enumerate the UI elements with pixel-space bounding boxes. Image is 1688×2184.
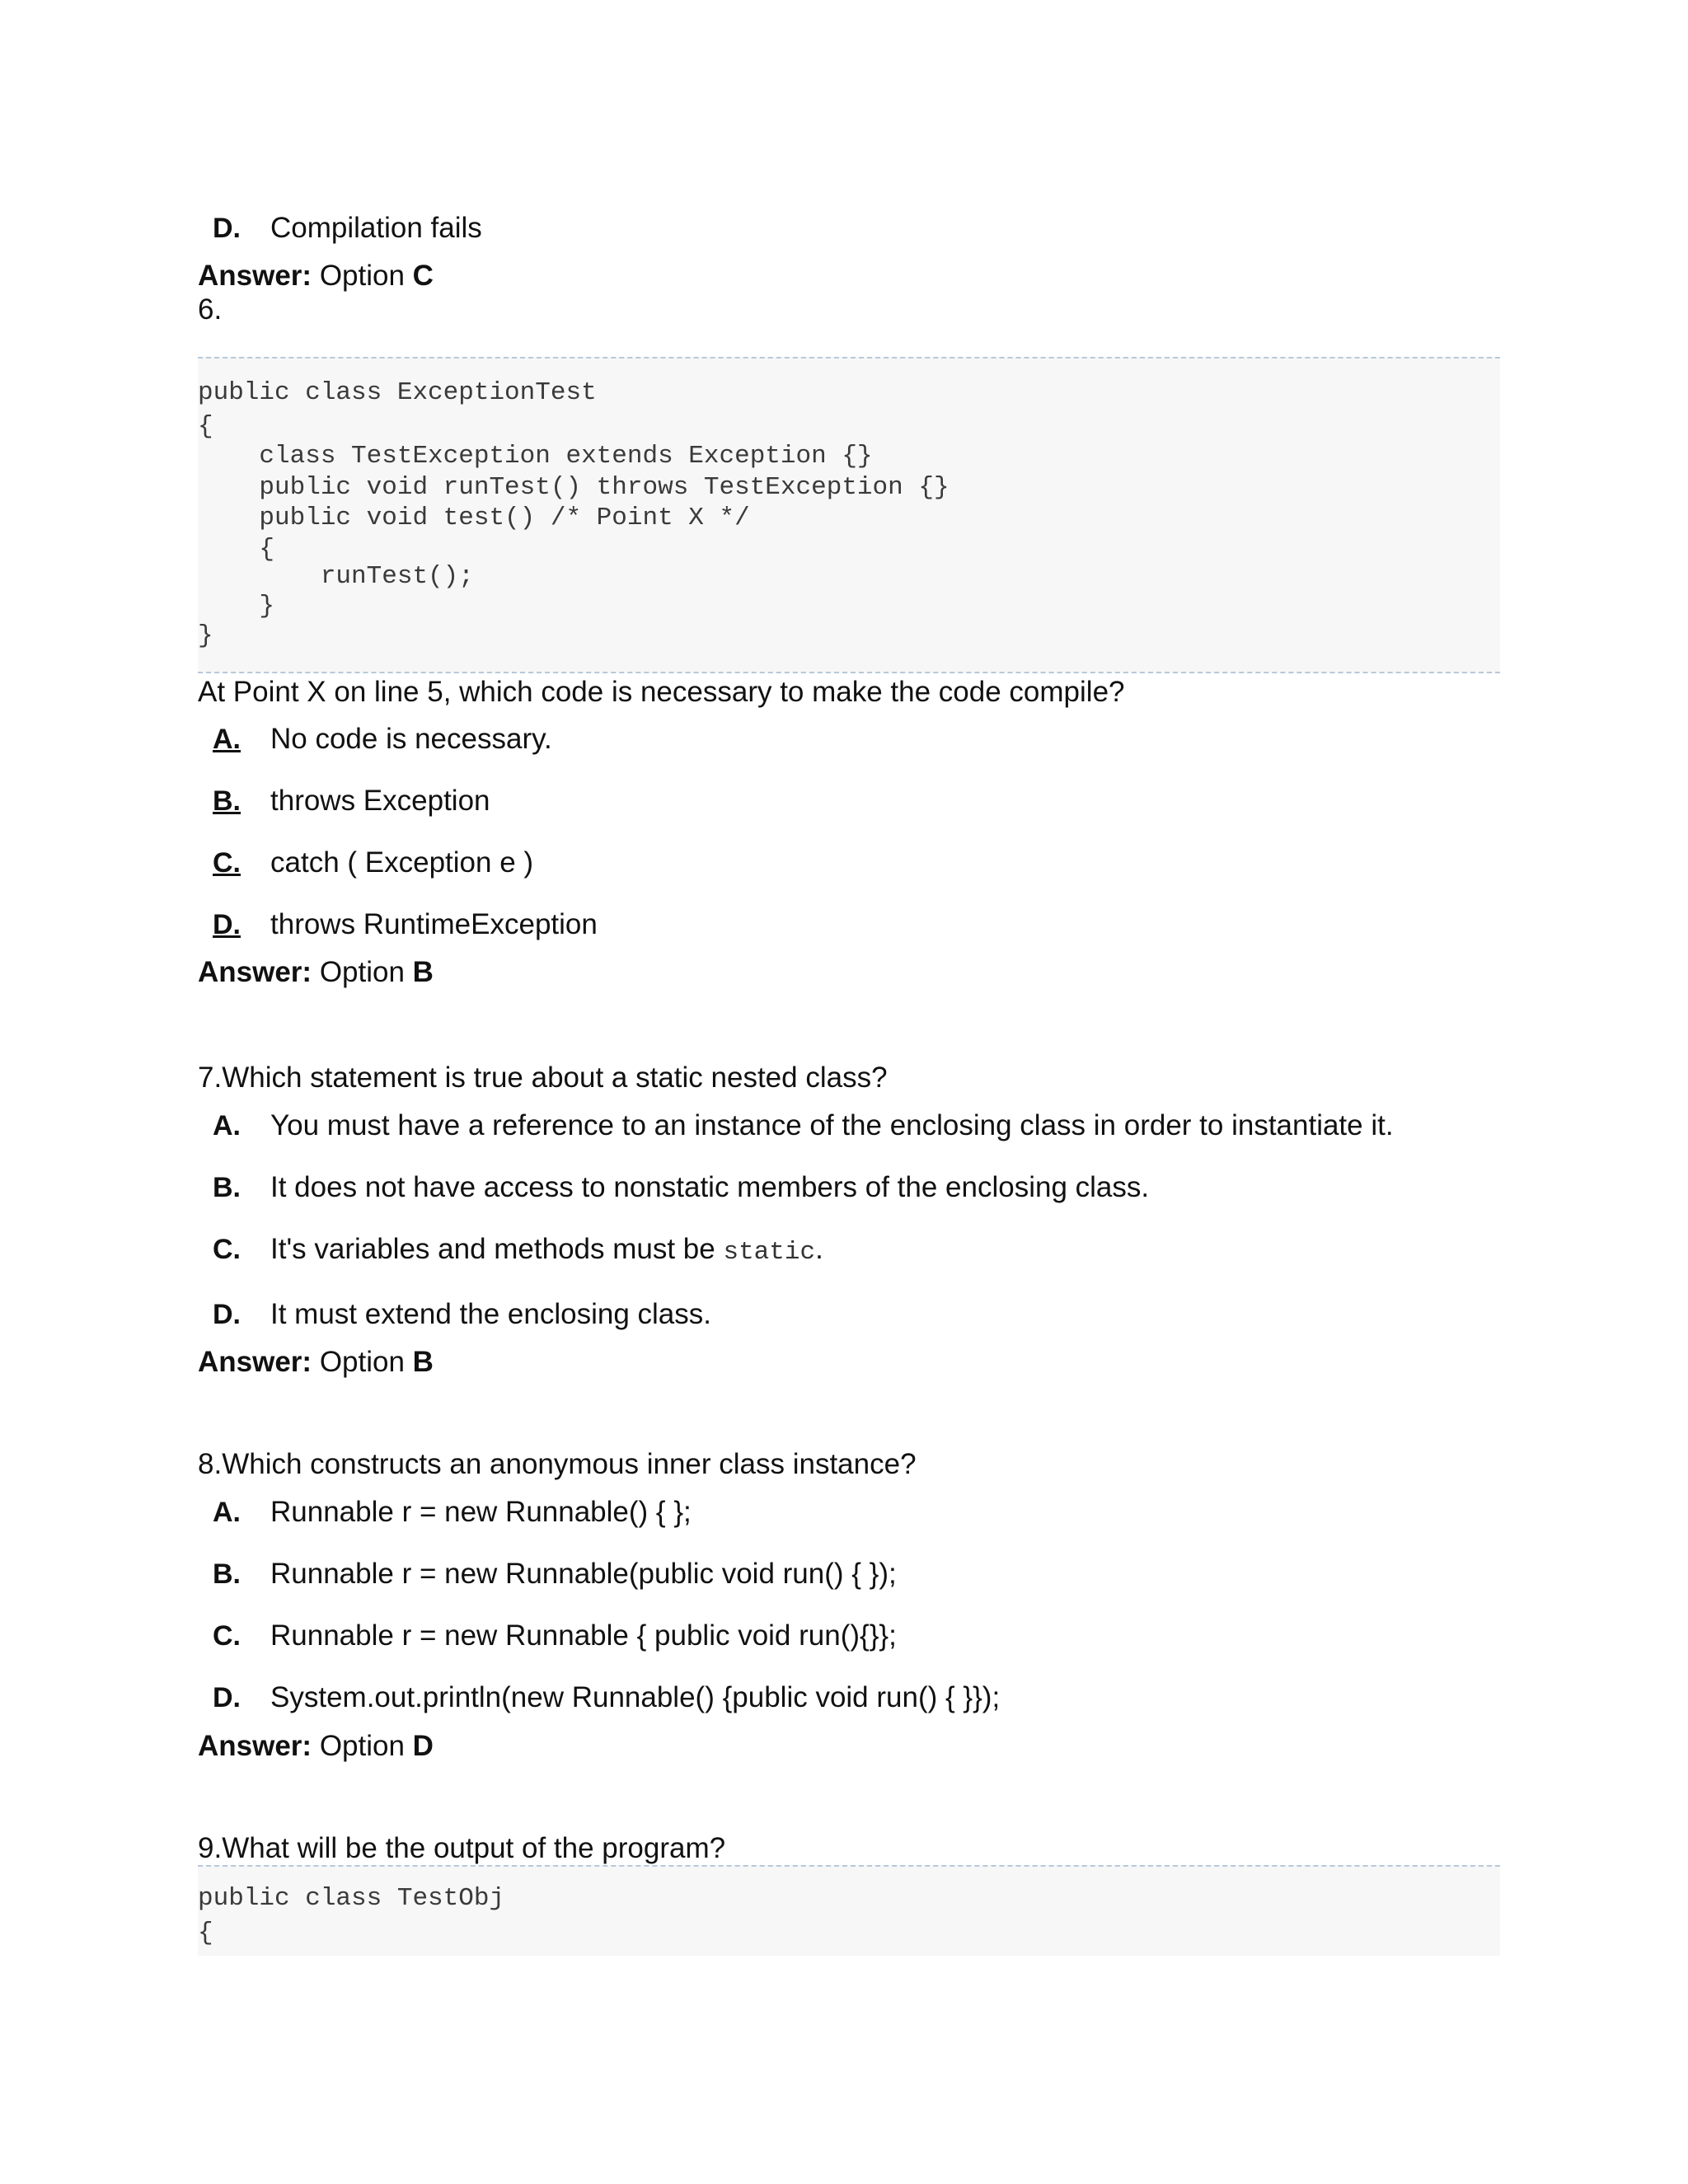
q5-option-d-letter: D. [213, 213, 241, 244]
q7-option-b-text: It does not have access to nonstatic members of the enclosing class. [270, 1171, 1150, 1203]
q6-option-d-letter[interactable]: D. [213, 909, 241, 940]
q8-option-a-text: Runnable r = new Runnable() { }; [270, 1496, 692, 1528]
q8-option-c-letter: C. [213, 1620, 241, 1652]
answer-label: Answer: [198, 1730, 312, 1762]
q7-option-a-letter: A. [213, 1110, 241, 1141]
q9-question: 9.What will be the output of the program? [198, 1832, 726, 1864]
q7-option-a-text: You must have a reference to an instance of the enclosing class in order to instantiate it. [270, 1109, 1394, 1141]
option-suffix: . [815, 1233, 823, 1265]
q8-option-d-text: System.out.println(new Runnable() {public void run() { }}); [270, 1681, 1001, 1713]
answer-letter: D [412, 1730, 434, 1762]
q5-option-d-text: Compilation fails [270, 212, 482, 244]
q7-option-d-letter: D. [213, 1299, 241, 1330]
q8-option-a-letter: A. [213, 1497, 241, 1528]
option-text: It's variables and methods must be [270, 1233, 724, 1265]
answer-text: Option [312, 956, 413, 988]
q6-option-c-letter[interactable]: C. [213, 847, 241, 879]
q9-code-block [198, 1865, 1500, 1956]
q8-option-b-text: Runnable r = new Runnable(public void run() { }); [270, 1558, 897, 1590]
q6-code-block [198, 357, 1500, 673]
answer-letter: B [412, 1346, 434, 1378]
q6-option-a-text: No code is necessary. [270, 723, 552, 755]
answer-text: Option [312, 1346, 413, 1378]
q6-option-c-text: catch ( Exception e ) [270, 846, 534, 879]
answer-label: Answer: [198, 1346, 312, 1378]
q8-option-b-letter: B. [213, 1558, 241, 1590]
answer-letter: B [412, 956, 434, 988]
q8-option-d-letter: D. [213, 1682, 241, 1713]
answer-label: Answer: [198, 956, 312, 988]
q6-answer [198, 954, 434, 991]
code-line: public void test() /* Point X */ [198, 504, 750, 532]
q6-option-a-letter[interactable]: A. [213, 724, 241, 755]
answer-text: Option [312, 260, 413, 292]
q6-question: At Point X on line 5, which code is necessary to make the code compile? [198, 676, 1125, 708]
q5-answer [198, 258, 434, 294]
code-line: runTest(); [198, 562, 474, 591]
code-line: public class ExceptionTest [198, 378, 597, 407]
q6-option-b-letter[interactable]: B. [213, 785, 241, 817]
code-line: { [198, 1919, 213, 1947]
q6-option-d-text: throws RuntimeException [270, 908, 598, 940]
code-line: } [198, 621, 213, 650]
q7-answer [198, 1344, 434, 1380]
q7-option-c-text [270, 1231, 823, 1271]
q8-option-c-text: Runnable r = new Runnable { public void run(){}}; [270, 1619, 897, 1652]
answer-letter: C [412, 260, 434, 292]
q7-option-d-text: It must extend the enclosing class. [270, 1298, 711, 1330]
code-line: { [198, 535, 275, 564]
q7-question: 7.Which statement is true about a static nested class? [198, 1062, 888, 1094]
inline-code: static [723, 1238, 816, 1267]
code-line: public class TestObj [198, 1884, 505, 1913]
answer-text: Option [312, 1730, 413, 1762]
q7-option-c-letter: C. [213, 1234, 241, 1265]
q6-number: 6. [198, 293, 223, 326]
code-line: public void runTest() throws TestException {} [198, 473, 950, 502]
answer-label: Answer: [198, 260, 312, 292]
q8-question: 8.Which constructs an anonymous inner class instance? [198, 1448, 917, 1480]
code-line: { [198, 412, 213, 441]
q8-answer [198, 1728, 434, 1765]
q7-option-b-letter: B. [213, 1172, 241, 1203]
code-line: } [198, 592, 275, 621]
code-line: class TestException extends Exception {} [198, 442, 873, 471]
q6-option-b-text: throws Exception [270, 785, 490, 817]
